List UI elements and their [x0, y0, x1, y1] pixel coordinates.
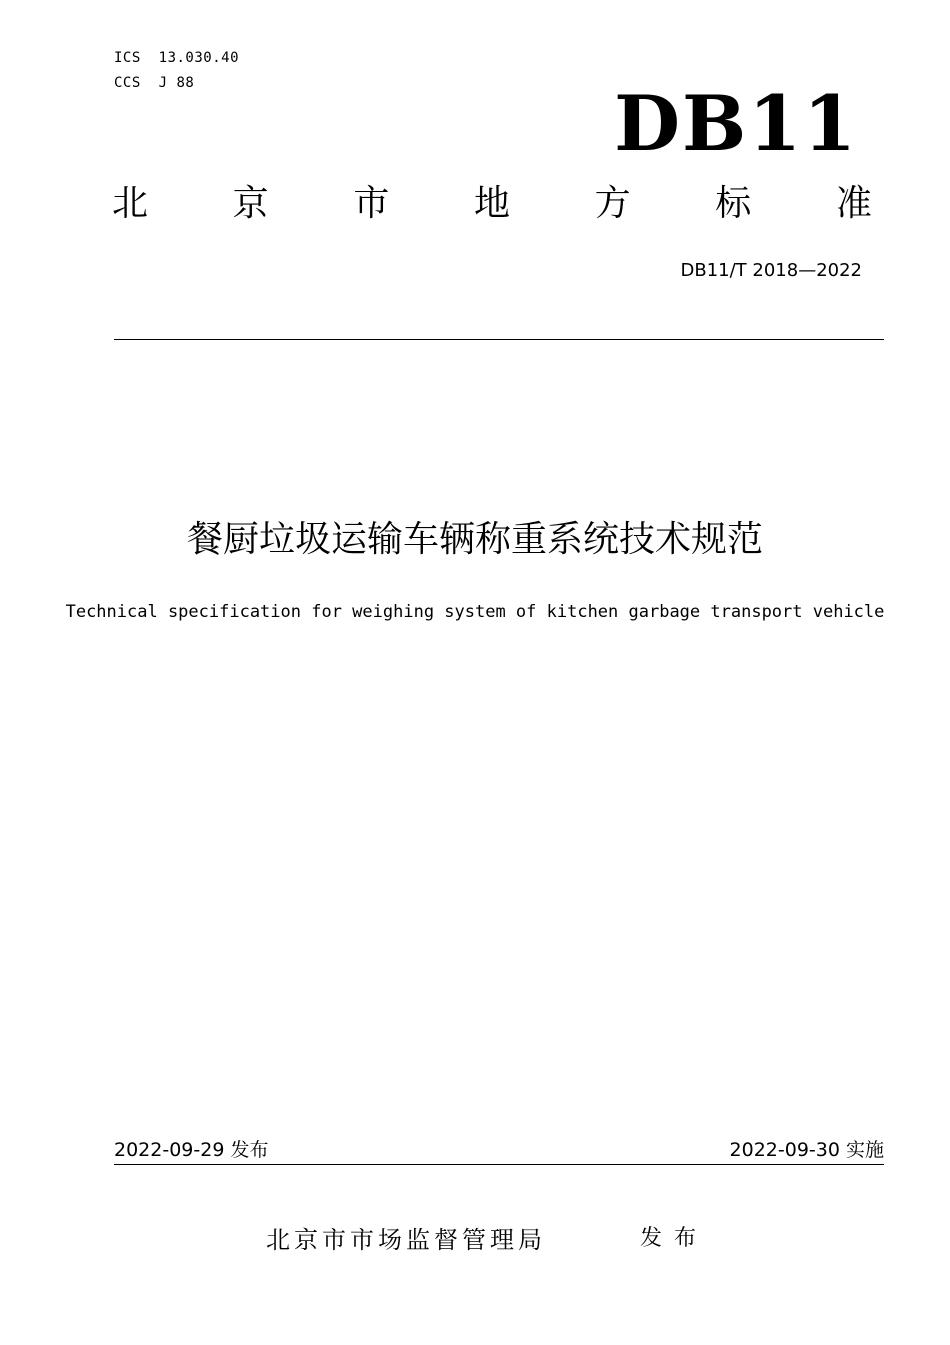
standard-type-char: 准 [835, 183, 872, 224]
publish-date: 2022-09-29 发布 [114, 1139, 269, 1161]
standard-type-char: 京 [232, 183, 269, 224]
standard-type-char: 标 [715, 183, 752, 224]
standard-type-char: 北 [112, 183, 149, 224]
standard-type-char: 地 [473, 183, 510, 224]
document-title-chinese: 餐厨垃圾运输车辆称重系统技术规范 [186, 519, 763, 560]
implement-date: 2022-09-30 实施 [729, 1139, 884, 1161]
header-divider [114, 339, 884, 340]
ccs-code: CCS J 88 [114, 75, 195, 91]
issuing-authority: 北京市市场监督管理局 [266, 1226, 546, 1254]
footer-divider [114, 1164, 884, 1165]
standard-type-char: 方 [594, 183, 631, 224]
ics-code: ICS 13.030.40 [114, 50, 240, 66]
standard-type-char: 市 [353, 183, 390, 224]
standard-number: DB11/T 2018—2022 [680, 260, 862, 281]
standard-type-heading [112, 183, 872, 224]
document-title-english: Technical specification for weighing system of kitchen garbage transport vehicle [65, 602, 885, 622]
issue-label: 发布 [640, 1226, 709, 1251]
standard-code-logo: DB11 [614, 79, 858, 168]
